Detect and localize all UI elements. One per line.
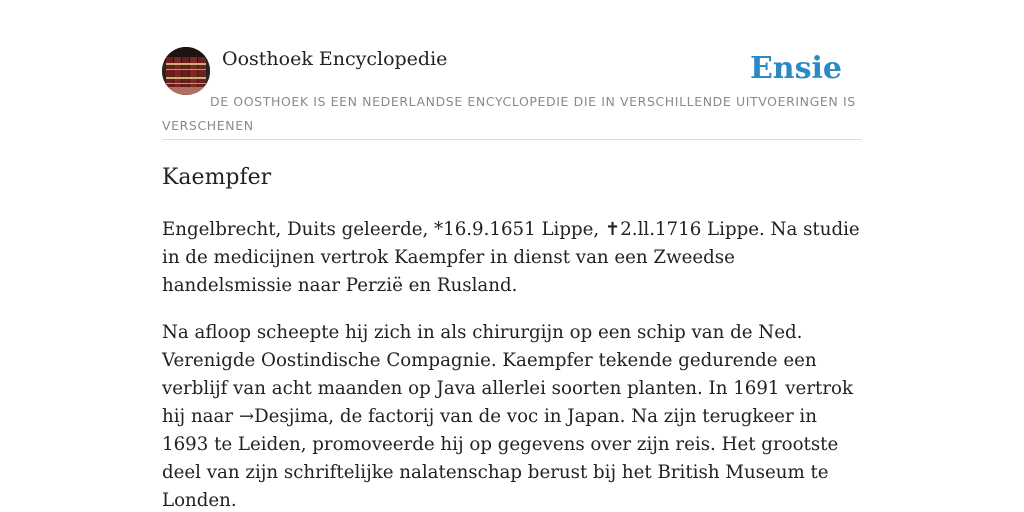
entry-paragraph-2 (162, 319, 862, 512)
entry-title: Kaempfer (162, 165, 272, 190)
site-tagline: DE OOSTHOEK IS EEN NEDERLANDSE ENCYCLOPEDIE DIE IN VERSCHILLENDE UITVOERINGEN IS VERSCHENEN (162, 94, 856, 133)
books-image (162, 47, 210, 95)
ensie-logo-link[interactable]: Ensie (749, 51, 842, 86)
paragraph-2-text-before: Na afloop scheepte hij zich in als chirurgijn op een schip van de Ned. Verenigde Oostindische Compagnie. Kaempfer tekende gedurende een verblijf van acht maanden op Java allerlei soorten planten. In 1691 vertrok hij naar (162, 322, 853, 427)
desjima-cross-reference-link[interactable]: →Desjima (238, 406, 329, 427)
site-title[interactable]: Oosthoek Encyclopedie (222, 48, 448, 70)
encyclopedia-books-icon[interactable] (162, 47, 210, 95)
header-divider (162, 139, 862, 140)
entry-paragraph-1: Engelbrecht, Duits geleerde, *16.9.1651 Lippe, ✝2.ll.1716 Lippe. Na studie in de medicijnen vertrok Kaempfer in dienst van een Zweedse handelsmissie naar Perzië en Rusland. (162, 219, 860, 296)
entry-content (162, 216, 862, 512)
site-header (162, 45, 862, 140)
paragraph-2-text-after: , de factorij van de voc in Japan. Na zijn terugkeer in 1693 te Leiden, promoveerde hij op gegevens over zijn reis. Het grootste deel van zijn schriftelijke nalatenschap berust bij het British Museum te Londen. (162, 406, 839, 511)
